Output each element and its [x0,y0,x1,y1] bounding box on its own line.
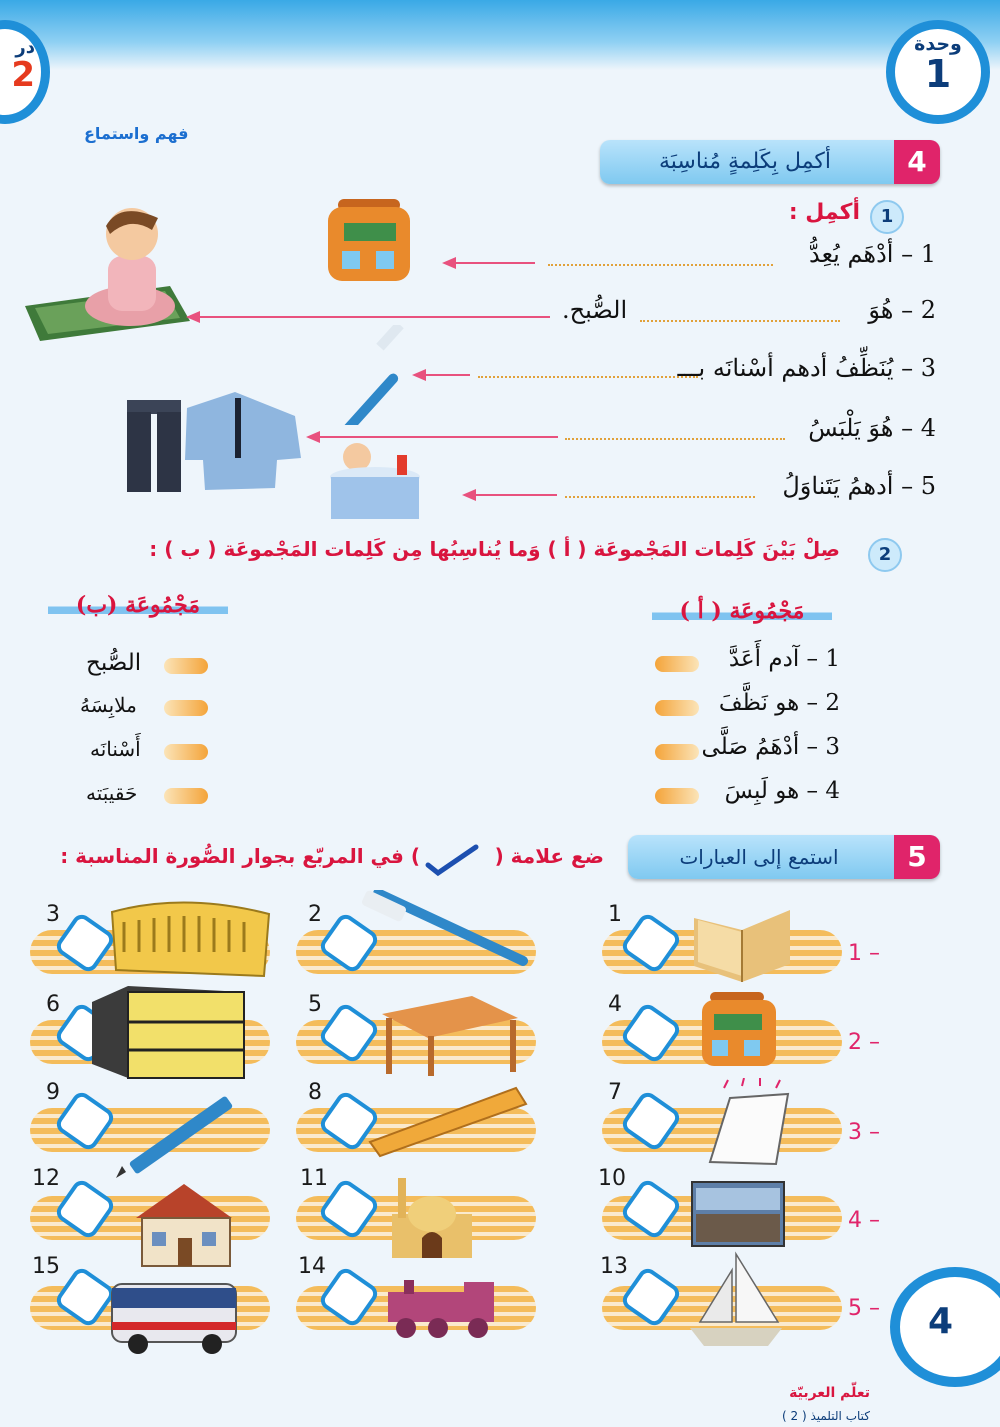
exercise4-title: أكمِل بِكَلِمةٍ مُناسِبَة [658,149,831,174]
arrow-head-icon [442,257,456,269]
sentence-5 [782,472,936,500]
sentence-text: أدْهَم يُعِدُّ [808,240,894,268]
page-number-badge [890,1267,1000,1387]
arrow-head-icon [186,311,200,323]
toothbrush-icon [305,325,415,425]
bus-icon [108,1278,240,1360]
section-label: فهم واستماع [84,124,189,143]
item-number: 11 [300,1166,328,1191]
toothbrush-icon [356,890,536,974]
item-text: هو نَظَّفَ [718,690,800,716]
arrow-head-icon [306,431,320,443]
exercise4-number: 4 [894,140,940,184]
mosque-icon [386,1168,478,1260]
item-number: 2 [308,902,322,927]
group-a-item-3 [702,734,840,760]
sailboat-icon [686,1250,786,1350]
group-a-connector-1[interactable] [655,656,699,672]
exercise5-title: استمع إلى العبارات [679,845,839,869]
item-number: 5 [308,992,322,1017]
row-label-2: – 2 [848,1030,880,1055]
group-a-connector-3[interactable] [655,744,699,760]
arrow-line [425,374,470,376]
part2-badge: 2 [868,538,902,572]
item-number: 12 [32,1166,60,1191]
sentence-4 [808,414,936,442]
sentence-suffix: الصُّبح. [562,296,628,324]
item-text: هو لَبِسَ [724,778,800,804]
exercise4-header [600,140,940,184]
part2-instruction: صِلْ بَيْنَ كَلِمات المَجْموعَة ( أ ) وَما يُناسِبُها مِن كَلِمات المَجْموعَة ( ب ) : [149,537,840,561]
sentence-2 [868,296,936,324]
exercise5-instruction-end: ) في المربّع بجوار الصُّورة المناسبة : [60,844,420,868]
book-icon [688,900,796,984]
arrow-head-icon [412,369,426,381]
group-a-item-2 [719,690,840,716]
item-number: 6 [46,992,60,1017]
sentence-text: هُوَ [868,296,894,324]
group-a-title: مَجْمُوعَة ( أ ) [652,598,832,624]
exercise5-instruction-start: ضع علامة ( [494,844,604,868]
item-number: 8 [308,1080,322,1105]
sentence-number: 5 – [901,472,936,500]
row-label-3: – 3 [848,1120,880,1145]
group-b-item-4: حَقيبَته [86,781,138,805]
page-number: 4 [928,1301,954,1342]
arrow-line [200,316,550,318]
header-band [0,0,1000,70]
item-number: 9 [46,1080,60,1105]
train-icon [382,1278,508,1342]
sentence-1 [809,240,936,268]
item-number: 10 [598,1166,626,1191]
exercise5-header [628,835,940,879]
arrow-line [320,436,558,438]
item-number: 13 [600,1254,628,1279]
lesson-label: در [15,37,35,58]
answer-blank-3[interactable] [478,376,698,378]
sentence-number: 3 – [901,354,936,382]
exercise5-number: 5 [894,835,940,879]
sentence-text: هُوَ يَلْبَسُ [808,414,894,442]
group-a-connector-2[interactable] [655,700,699,716]
group-b-connector-1[interactable] [164,658,208,674]
part1-badge: 1 [870,200,904,234]
part1-instruction: أكمِل : [788,200,860,225]
street-icon [690,1180,786,1248]
pencil-icon [112,1090,246,1180]
item-number: 15 [32,1254,60,1279]
group-b-connector-3[interactable] [164,744,208,760]
check-mark-icon [424,843,480,877]
schoolbag-icon [692,988,790,1070]
item-number: 1 [608,902,622,927]
book-subtitle: كتاب التلميذ ( 2 ) [782,1409,870,1423]
sentence-number: 2 – [901,296,936,324]
group-a-item-4 [725,778,840,804]
sentence-text: يُنَظِّفُ أدهم أسْنانَه بـــ [677,354,894,382]
answer-blank-5[interactable] [565,496,755,498]
paper-icon [704,1078,794,1170]
schoolbag-icon [316,193,428,285]
group-b-item-3: أَسْنانَه [90,737,141,761]
arrow-head-icon [462,489,476,501]
sentence-3 [677,354,936,382]
answer-blank-2[interactable] [640,320,840,322]
group-a-connector-4[interactable] [655,788,699,804]
answer-blank-1[interactable] [548,264,773,266]
book-title: تعلّم العربيّة [789,1385,870,1401]
item-number: 4 [608,992,622,1017]
group-a-item-1 [729,646,840,672]
answer-blank-4[interactable] [565,438,785,440]
item-text: أدْهَمُ صَلَّى [701,734,800,760]
group-b-item-2: ملابِسَهُ [80,693,137,717]
house-icon [128,1178,240,1268]
clothes-icon [125,388,305,493]
item-text: آدم أَعَدَّ [728,646,800,672]
item-number: 7 [608,1080,622,1105]
boy-praying-icon [20,196,195,346]
item-number: 1 – [806,646,840,672]
item-number: 2 – [806,690,840,716]
item-number: 4 – [806,778,840,804]
sentence-number: 4 – [901,414,936,442]
unit-number: 1 [924,52,952,96]
arrow-line [475,494,557,496]
group-b-title: مَجْمُوعَة (ب) [48,592,228,618]
group-b-connector-2[interactable] [164,700,208,716]
shelf-icon [88,982,248,1082]
unit-badge [886,20,990,124]
row-label-5: – 5 [848,1296,880,1321]
lesson-number: 2 [11,55,35,95]
sentence-text: أدهمُ يَتَناوَلُ [782,472,894,500]
group-b-item-1: الصُّبح [86,650,142,676]
ruler-icon [366,1086,528,1158]
item-number: 3 [46,902,60,927]
item-number: 3 – [806,734,840,760]
breakfast-table-icon [325,437,425,522]
group-b-connector-4[interactable] [164,788,208,804]
item-number: 14 [298,1254,326,1279]
unit-label: وحدة [914,33,962,55]
sentence-number: 1 – [901,240,936,268]
row-label-1: – 1 [848,941,880,966]
table-icon [372,990,522,1080]
comb-icon [104,892,274,980]
arrow-line [455,262,535,264]
row-label-4: – 4 [848,1208,880,1233]
